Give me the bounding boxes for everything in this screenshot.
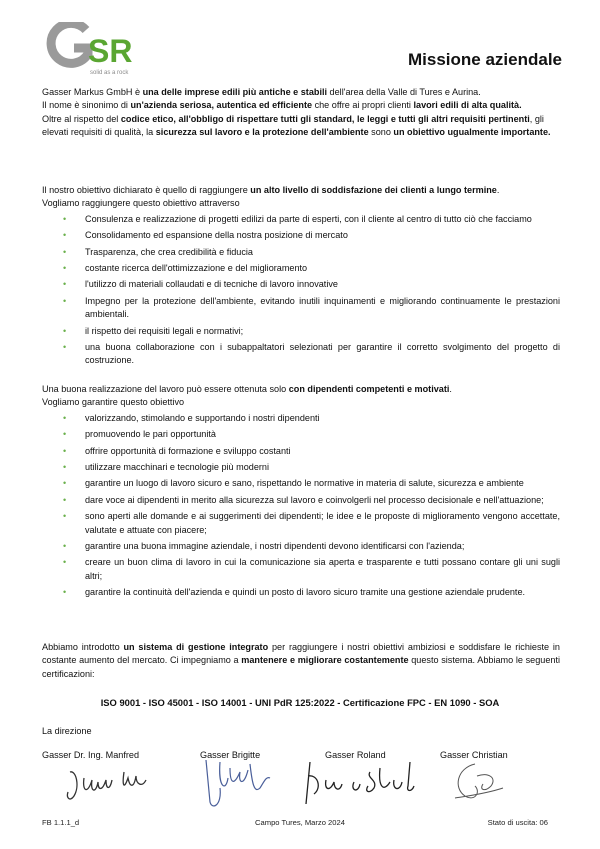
list-item: • Trasparenza, che crea credibilità e fiducia: [42, 246, 560, 259]
section1-sub: Vogliamo raggiungere questo obiettivo attraverso: [42, 198, 240, 209]
section-employees: [42, 383, 560, 603]
footer-place-date: Campo Tures, Marzo 2024: [255, 818, 345, 827]
list-item: • una buona collaborazione con i subappaltatori selezionati per garantire il corretto svolgimento del progetto di costruzione.: [42, 341, 560, 368]
list-item: • offrire opportunità di formazione e sviluppo costanti: [42, 445, 560, 458]
signatory-name: Gasser Dr. Ing. Manfred: [42, 750, 140, 760]
page-title: Missione aziendale: [408, 50, 562, 69]
text-run: Una buona realizzazione del lavoro può essere ottenuta solo: [42, 384, 289, 394]
section2-sub: Vogliamo garantire questo obiettivo: [42, 397, 185, 408]
logo-tagline: solid as a rock: [90, 70, 129, 76]
list-item: • Consolidamento ed espansione della nostra posizione di mercato: [42, 229, 560, 242]
text-run: , gli elevati requisiti di qualità, la: [42, 113, 544, 138]
bold-text: con dipendenti competenti e motivati: [288, 384, 450, 394]
bold-text: un'azienda seriosa, autentica ed efficiente: [130, 100, 313, 111]
signature-brigitte: [200, 758, 280, 813]
bold-text: codice etico, all'obbligo di rispettare tutti gli standard, le leggi e tutti gli altri requisiti pertinenti: [120, 113, 530, 124]
section-customer-satisfaction: [42, 184, 560, 371]
list-item: • promuovendo le pari opportunità: [42, 428, 560, 441]
text-run: Il nome è sinonimo di: [42, 100, 131, 111]
bold-text: un alto livello di soddisfazione dei clienti a lungo termine: [250, 185, 497, 195]
signature-christian: [445, 758, 525, 808]
footer-doc-code: FB 1.1.1_d: [42, 818, 80, 827]
bold-text: un obiettivo ugualmente importante.: [393, 127, 551, 138]
text-run: Oltre al rispetto del: [42, 113, 121, 124]
text-run: .: [496, 185, 500, 195]
signature-roland: [300, 758, 430, 808]
text-run: .: [449, 384, 452, 394]
section1-list: [42, 213, 560, 368]
bold-text: una delle imprese edili più antiche e stabili: [142, 87, 328, 97]
signatory-name: Gasser Christian: [440, 750, 508, 760]
section1-lead: [42, 184, 560, 197]
list-item: • sono aperti alle domande e ai suggerimenti dei dipendenti; le idee e le proposte di miglioramento vengono accettate, valutate e attuate con piacere;: [42, 510, 560, 537]
text-run: Abbiamo introdotto: [42, 642, 124, 652]
section2-lead: [42, 383, 560, 396]
list-item: • costante ricerca dell'ottimizzazione e del miglioramento: [42, 262, 560, 275]
bold-text: un sistema di gestione integrato: [123, 642, 269, 652]
list-item: • dare voce ai dipendenti in merito alla sicurezza sul lavoro e coinvolgerli nel processo decisionale e nell'attuazione;: [42, 494, 560, 507]
signatory-name: Gasser Brigitte: [200, 750, 261, 760]
text-run: questo sistema. Abbiamo le seguenti certificazioni:: [42, 655, 560, 679]
list-item: • l'utilizzo di materiali collaudati e di tecniche di lavoro innovative: [42, 278, 560, 291]
section2-list: [42, 412, 560, 600]
text-run: sono: [368, 127, 394, 138]
list-item: • utilizzare macchinari e tecnologie più moderni: [42, 461, 560, 474]
text-run: che offre ai propri clienti: [312, 100, 414, 111]
bold-text: mantenere e migliorare costantemente: [241, 655, 409, 666]
list-item: • garantire la continuità dell'azienda e quindi un posto di lavoro sicuro tramite una gestione aziendale prudente.: [42, 586, 560, 599]
intro-paragraph: [42, 86, 560, 99]
list-item: • Consulenza e realizzazione di progetti edilizi da parte di esperti, con il cliente al centro di tutto ciò che facciamo: [42, 213, 560, 226]
list-item: • garantire un luogo di lavoro sicuro e sano, rispettando le normative in materia di salute, sicurezza e ambiente: [42, 477, 560, 490]
text-run: dell'area della Valle di Tures e Aurina.: [327, 87, 481, 97]
list-item: • valorizzando, stimolando e supportando i nostri dipendenti: [42, 412, 560, 425]
list-item: • creare un buon clima di lavoro in cui la comunicazione sia aperta e trasparente e tutti possano contare gli uni sugli altri;: [42, 556, 560, 583]
text-run: Il nostro obiettivo dichiarato è quello di raggiungere: [42, 185, 251, 195]
intro-paragraph: [42, 113, 560, 140]
intro-paragraphs: [42, 86, 560, 140]
list-item: • garantire una buona immagine aziendale, i nostri dipendenti devono identificarsi con l'azienda;: [42, 540, 560, 553]
bold-text: sicurezza sul lavoro e la protezione dell'ambiente: [155, 127, 369, 138]
logo-letters-sr: SR: [88, 33, 133, 69]
list-item: • il rispetto dei requisiti legali e normativi;: [42, 325, 560, 338]
text-run: per raggiungere i nostri obiettivi ambiziosi e soddisfare le richieste in costante aumento del mercato. Ci impegniamo a: [42, 642, 560, 666]
certifications-line: ISO 9001 - ISO 45001 - ISO 14001 - UNI PdR 125:2022 - Certificazione FPC - EN 1090 - SOA: [100, 697, 500, 708]
company-logo: [42, 22, 152, 78]
list-item: • Impegno per la protezione dell'ambiente, evitando inutili inquinamenti e migliorando continuamente le prestazioni ambientali.: [42, 295, 560, 322]
section-management-system: [42, 641, 560, 681]
signature-manfred: [62, 758, 157, 808]
intro-paragraph: [42, 99, 560, 112]
footer-issue-status: Stato di uscita: 06: [487, 818, 548, 827]
text-run: Gasser Markus GmbH è: [42, 87, 143, 97]
signatory-name: Gasser Roland: [325, 750, 386, 760]
bold-text: lavori edili di alta qualità.: [413, 100, 522, 111]
direction-label: La direzione: [42, 726, 92, 736]
